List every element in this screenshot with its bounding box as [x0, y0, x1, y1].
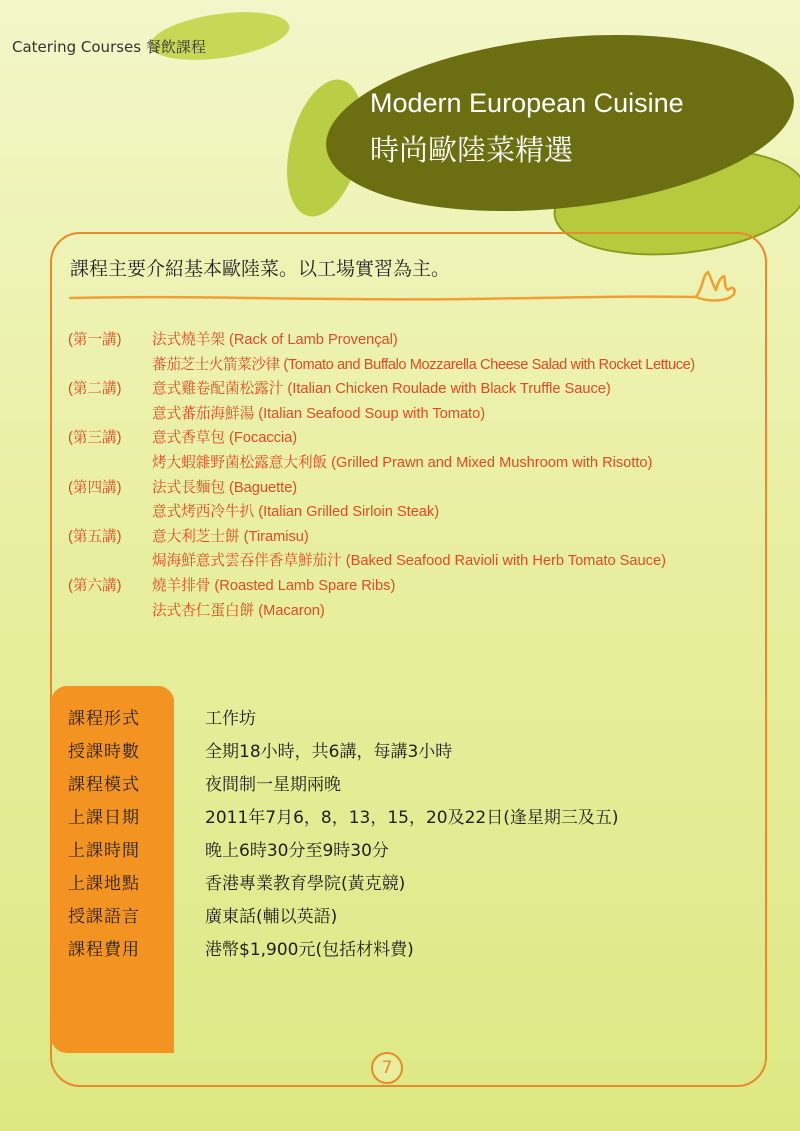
lesson-row [68, 328, 788, 353]
lesson-dish: 意式雞卷配菌松露汁 (Italian Chicken Roulade with Black Truffle Sauce) [152, 381, 611, 398]
detail-label: 課程費用 [68, 940, 140, 960]
lesson-row [68, 426, 788, 451]
lesson-dish: 意式香草包 (Focaccia) [152, 430, 298, 447]
course-details [68, 704, 619, 968]
course-intro: 課程主要介紹基本歐陸菜。以工場實習為主。 [70, 258, 451, 280]
detail-label: 授課語言 [68, 907, 140, 927]
lesson-dish: 意大利芝士餅 (Tiramisu) [152, 528, 309, 545]
lesson-number [68, 500, 152, 525]
lesson-row [68, 476, 788, 501]
lesson-number [68, 549, 152, 574]
lesson-list [68, 328, 788, 623]
detail-value: 香港專業教育學院(黃克競) [205, 874, 406, 894]
lesson-dish: 焗海鮮意式雲吞伴香草鮮茄汁 (Baked Seafood Ravioli with Herb Tomato Sauce) [152, 553, 666, 570]
lesson-number: (第四講) [68, 479, 122, 496]
detail-row-format [68, 704, 619, 737]
detail-value: 2011年7月6，8，13，15，20及22日(逢星期三及五) [205, 808, 619, 828]
lesson-number [68, 402, 152, 427]
lesson-row [68, 451, 788, 476]
lesson-number: (第二講) [68, 381, 122, 398]
detail-value: 廣東話(輔以英語) [205, 907, 338, 927]
detail-row-hours [68, 737, 619, 770]
lesson-number: (第六講) [68, 577, 122, 594]
page-title-en: Modern European Cuisine [370, 88, 684, 118]
lesson-dish: 烤大蝦雜野菌松露意大利飯 (Grilled Prawn and Mixed Mushroom with Risotto) [152, 454, 653, 471]
detail-row-fee [68, 935, 619, 968]
lesson-row [68, 377, 788, 402]
detail-value: 港幣$1,900元(包括材料費) [205, 940, 414, 960]
lesson-row [68, 353, 788, 378]
detail-label: 授課時數 [68, 742, 140, 762]
lesson-number: (第一講) [68, 332, 122, 348]
lesson-row [68, 402, 788, 427]
detail-value: 工作坊 [205, 709, 256, 729]
detail-row-mode [68, 770, 619, 803]
lesson-dish: 意式蕃茄海鮮湯 (Italian Seafood Soup with Tomato) [152, 405, 486, 422]
lesson-row [68, 525, 788, 550]
detail-row-language [68, 902, 619, 935]
lesson-dish: 意式烤西冷牛扒 (Italian Grilled Sirloin Steak) [152, 504, 440, 521]
detail-label: 上課地點 [68, 874, 140, 894]
lesson-row [68, 599, 788, 624]
detail-value: 全期18小時，共6講，每講3小時 [205, 742, 453, 762]
lesson-number [68, 451, 152, 476]
lesson-dish: 法式杏仁蛋白餅 (Macaron) [152, 602, 325, 619]
detail-value: 夜間制一星期兩晚 [205, 775, 341, 795]
lesson-row [68, 574, 788, 599]
lesson-dish: 蕃茄芝士火箭菜沙律 (Tomato and Buffalo Mozzarella Cheese Salad with Rocket Lettuce) [152, 356, 695, 373]
detail-value: 晚上6時30分至9時30分 [205, 841, 389, 861]
lesson-number: (第五講) [68, 528, 122, 545]
detail-label: 上課時間 [68, 841, 140, 861]
section-label: Catering Courses 餐飲課程 [12, 38, 206, 56]
lesson-row [68, 549, 788, 574]
detail-row-venue [68, 869, 619, 902]
detail-row-dates [68, 803, 619, 836]
lesson-dish: 法式燒羊架 (Rack of Lamb Provençal) [152, 332, 398, 348]
detail-label: 課程形式 [68, 709, 140, 729]
page-title-zh: 時尚歐陸菜精選 [370, 133, 574, 167]
lesson-dish: 燒羊排骨 (Roasted Lamb Spare Ribs) [152, 577, 396, 594]
lesson-row [68, 500, 788, 525]
lesson-number [68, 599, 152, 624]
detail-row-time [68, 836, 619, 869]
detail-label: 課程模式 [68, 775, 140, 795]
detail-label: 上課日期 [68, 808, 140, 828]
lesson-number: (第三講) [68, 430, 122, 447]
lesson-dish: 法式長麵包 (Baguette) [152, 479, 298, 496]
page-number: 7 [371, 1052, 403, 1084]
squiggle-underline-icon [68, 268, 740, 314]
lesson-number [68, 353, 152, 378]
